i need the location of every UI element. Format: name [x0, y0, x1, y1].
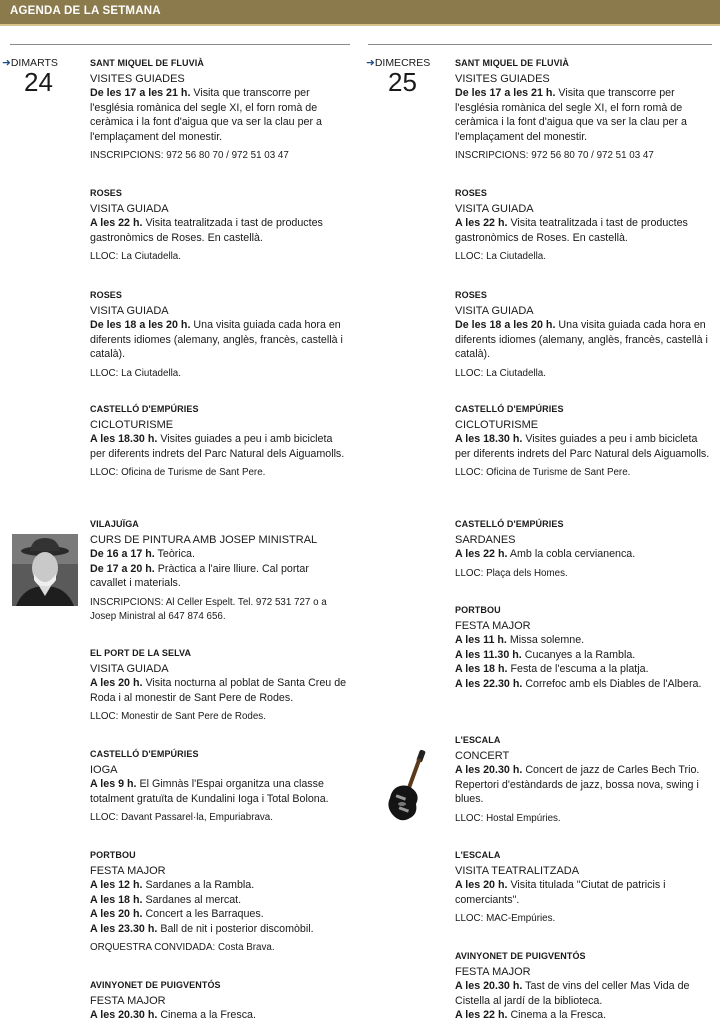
- event-info: [90, 710, 348, 725]
- event-schedule-line: [455, 318, 713, 362]
- event-description: El Gimnàs l'Espai organitza una classe totalment gratuïta de Kundalini Ioga i Total Bolona.: [90, 778, 329, 805]
- day-name-label: DIMARTS: [10, 57, 58, 69]
- event-info-label: LLOC:: [455, 251, 484, 262]
- event-info-text: La Ciutadella.: [486, 367, 546, 379]
- event-description: Una visita guiada cada hora en diferents idiomes (alemany, anglès, francès, castellà i català).: [455, 319, 708, 360]
- day-tuesday: [2, 57, 72, 101]
- event-info: [455, 250, 713, 265]
- event-town: CASTELLÓ D'EMPÚRIES: [90, 749, 199, 759]
- event-info: [90, 811, 348, 826]
- event-schedule-line: [90, 318, 348, 362]
- event-title: FESTA MAJOR: [455, 965, 531, 978]
- event-schedule-line: [455, 547, 713, 562]
- event-info-text: Oficina de Turisme de Sant Pere.: [486, 467, 631, 478]
- event-schedule-line: [455, 1008, 713, 1023]
- event-title: CICLOTURISME: [455, 418, 539, 431]
- event-town: L'ESCALA: [455, 735, 501, 745]
- event-info: [455, 367, 713, 382]
- event-schedule-line: [455, 633, 713, 648]
- event-item: [455, 949, 713, 1023]
- event-town: CASTELLÓ D'EMPÚRIES: [90, 404, 199, 414]
- event-title: VISITA GUIADA: [455, 304, 534, 317]
- event-title: CICLOTURISME: [90, 418, 174, 431]
- event-town: SANT MIQUEL DE FLUVIÀ: [455, 58, 569, 68]
- event-info-label: LLOC:: [90, 251, 119, 262]
- event-time: De les 17 a les 21 h.: [455, 87, 556, 99]
- day-wednesday: [366, 57, 440, 101]
- event-item: [455, 186, 713, 265]
- day-number: 25: [388, 67, 417, 97]
- event-item: [455, 402, 713, 481]
- event-description: Visita que transcorre per l'església romànica del segle XI, el forn romà de ceràmica i la font d'aigua que va ser la clau per a l'emplaçament del monestir.: [90, 87, 322, 143]
- event-info-text: Monestir de Sant Pere de Rodes.: [121, 711, 266, 722]
- event-title: VISITA GUIADA: [90, 304, 169, 317]
- event-title: VISITA GUIADA: [90, 202, 169, 215]
- event-time: De 17 a 20 h.: [90, 562, 155, 575]
- event-info-label: LLOC:: [455, 913, 484, 924]
- event-time: A les 20 h.: [90, 677, 143, 689]
- event-description: Cinema a la Fresca.: [160, 1009, 256, 1021]
- event-info-label: LLOC:: [455, 567, 484, 579]
- event-town: ROSES: [90, 188, 123, 198]
- event-description: Ball de nit i posterior discomòbil.: [160, 922, 314, 935]
- event-title: CONCERT: [455, 749, 510, 762]
- event-item: [90, 517, 348, 625]
- event-time: De 16 a 17 h.: [90, 548, 155, 560]
- event-description: Sardanes al mercat.: [145, 893, 242, 906]
- event-item: [455, 56, 713, 164]
- event-town: ROSES: [455, 188, 488, 198]
- event-schedule-line: [455, 662, 713, 677]
- event-schedule-line: [90, 878, 348, 893]
- event-description: Sardanes a la Rambla.: [145, 879, 255, 891]
- arrow-right-icon: ➜: [366, 57, 375, 69]
- event-town: ROSES: [90, 290, 123, 300]
- event-time: A les 11 h.: [455, 634, 507, 646]
- event-description: Missa solemne.: [509, 634, 585, 646]
- event-info-text: Oficina de Turisme de Sant Pere.: [121, 467, 266, 478]
- event-town: PORTBOU: [455, 605, 501, 615]
- event-description: Visita titulada "Ciutat de patricis i comerciants".: [455, 879, 666, 906]
- event-title: SARDANES: [455, 533, 516, 546]
- event-schedule-line: [90, 1008, 348, 1023]
- event-description: Concert de jazz de Carles Bech Trio. Repertori d'estàndards de jazz, bossa nova, swing i blues.: [455, 764, 700, 805]
- day-number: 24: [24, 67, 53, 97]
- event-time: A les 18 h.: [455, 663, 508, 675]
- event-schedule-line: [90, 777, 348, 806]
- event-info-label: LLOC:: [90, 467, 119, 478]
- event-schedule-line: [90, 432, 348, 461]
- event-time: A les 20.30 h.: [90, 1009, 158, 1021]
- event-item: [90, 402, 348, 481]
- event-title: VISITES GUIADES: [90, 72, 185, 85]
- event-info: [90, 596, 348, 625]
- event-item: [90, 186, 348, 265]
- event-schedule-line: [90, 86, 348, 144]
- event-item: [455, 517, 713, 581]
- event-schedule-line: [455, 648, 713, 663]
- painter-photo: [12, 534, 78, 606]
- event-town: L'ESCALA: [455, 850, 501, 860]
- event-info: [455, 912, 713, 927]
- event-description: Visita nocturna al poblat de Santa Creu de Roda i al monestir de Sant Pere de Rodes.: [90, 677, 347, 704]
- event-info-text: La Ciutadella.: [486, 251, 546, 262]
- event-schedule-line: [90, 547, 348, 562]
- event-description: Cucanyes a la Rambla.: [524, 648, 636, 661]
- event-time: A les 18 h.: [90, 893, 143, 906]
- event-info-text: Plaça dels Homes.: [486, 567, 568, 579]
- event-item: [455, 603, 713, 691]
- event-title: VISITA GUIADA: [90, 662, 169, 675]
- event-info-label: LLOC:: [455, 467, 484, 478]
- event-time: De les 17 a les 21 h.: [90, 87, 191, 99]
- event-schedule-line: [90, 907, 348, 922]
- event-info-label: INSCRIPCIONS:: [90, 150, 164, 161]
- event-schedule-line: [455, 432, 713, 461]
- event-info-text: Al Celler Espelt. Tel. 972 531 727 o a Josep Ministral al 647 874 656.: [90, 596, 327, 622]
- event-time: De les 18 a les 20 h.: [90, 319, 191, 331]
- event-description: Pràctica a l'aire lliure. Cal portar cavallet i materials.: [90, 562, 309, 589]
- event-info: [90, 367, 348, 382]
- event-info-label: LLOC:: [455, 812, 484, 824]
- event-item: [90, 848, 348, 956]
- event-schedule-line: [455, 979, 713, 1008]
- event-time: De les 18 a les 20 h.: [455, 319, 556, 331]
- event-time: A les 22 h.: [455, 1009, 508, 1021]
- event-title: FESTA MAJOR: [455, 619, 531, 632]
- event-description: Teòrica.: [157, 548, 195, 560]
- event-info-text: 972 56 80 70 / 972 51 03 47: [531, 150, 654, 161]
- event-info: [90, 466, 348, 481]
- event-info-label: LLOC:: [90, 367, 119, 379]
- event-time: A les 22 h.: [90, 217, 143, 229]
- event-description: Visites guiades a peu i amb bicicleta per diferents indrets del Parc Natural dels Aiguamolls.: [90, 433, 345, 460]
- event-schedule-line: [455, 216, 713, 245]
- event-time: A les 22.30 h.: [455, 677, 523, 690]
- event-item: [455, 848, 713, 927]
- event-description: Concert a les Barraques.: [145, 908, 264, 920]
- event-town: AVINYONET DE PUIGVENTÓS: [90, 980, 221, 990]
- event-schedule-line: [90, 562, 348, 591]
- event-title: VISITES GUIADES: [455, 72, 550, 85]
- event-info-label: LLOC:: [90, 812, 119, 823]
- event-description: Tast de vins del celler Mas Vida de Cistella al jardí de la biblioteca.: [455, 980, 690, 1007]
- event-info: [455, 567, 713, 582]
- event-time: A les 12 h.: [90, 879, 143, 891]
- event-info-text: Davant Passarel·la, Empuriabrava.: [121, 812, 273, 823]
- event-info: [90, 250, 348, 265]
- event-time: A les 18.30 h.: [90, 433, 158, 445]
- event-schedule-line: [90, 922, 348, 937]
- event-info-text: Hostal Empúries.: [486, 812, 561, 824]
- event-town: ROSES: [455, 290, 488, 300]
- event-item: [90, 288, 348, 381]
- event-item: [455, 288, 713, 381]
- event-title: FESTA MAJOR: [90, 994, 166, 1007]
- guitar-image: [382, 748, 432, 826]
- event-info-text: 972 56 80 70 / 972 51 03 47: [166, 150, 289, 161]
- event-title: FESTA MAJOR: [90, 864, 166, 877]
- event-info-text: La Ciutadella.: [121, 367, 181, 379]
- event-town: EL PORT DE LA SELVA: [90, 648, 192, 658]
- event-info-label: LLOC:: [455, 367, 484, 379]
- event-description: Festa de l'escuma a la platja.: [510, 663, 649, 675]
- event-item: [90, 56, 348, 164]
- event-description: Amb la cobla cervianenca.: [509, 548, 636, 560]
- event-title: VISITA GUIADA: [455, 202, 534, 215]
- event-time: A les 18.30 h.: [455, 433, 523, 445]
- event-info: [455, 812, 713, 827]
- event-town: SANT MIQUEL DE FLUVIÀ: [90, 58, 204, 68]
- event-schedule-line: [455, 763, 713, 807]
- event-time: A les 22 h.: [455, 217, 508, 229]
- event-info: [90, 149, 348, 164]
- event-description: Visita teatralitzada i tast de productes gastronòmics de Roses. En castellà.: [90, 217, 323, 244]
- day-name-label: DIMECRES: [374, 57, 431, 69]
- event-description: Una visita guiada cada hora en diferents idiomes (alemany, anglès, francès, castellà i català).: [90, 319, 343, 360]
- event-town: AVINYONET DE PUIGVENTÓS: [455, 951, 586, 961]
- event-info: [455, 466, 713, 481]
- section-header: [0, 0, 720, 26]
- column-divider-left: [10, 44, 350, 45]
- event-info-text: La Ciutadella.: [121, 251, 181, 262]
- event-town: CASTELLÓ D'EMPÚRIES: [455, 404, 564, 414]
- event-time: A les 20 h.: [455, 879, 508, 891]
- event-info-label: INSCRIPCIONS:: [455, 150, 529, 161]
- event-town: CASTELLÓ D'EMPÚRIES: [455, 519, 564, 529]
- event-time: A les 22 h.: [455, 548, 508, 560]
- event-info-text: Costa Brava.: [217, 942, 275, 953]
- event-town: PORTBOU: [90, 850, 136, 860]
- event-info-text: MAC-Empúries.: [486, 913, 556, 924]
- event-info: [455, 149, 713, 164]
- event-description: Visita que transcorre per l'església romànica del segle XI, el forn romà de ceràmica i la font d'aigua que va ser la clau per a l'emplaçament del monestir.: [455, 87, 687, 143]
- event-info: [90, 941, 348, 956]
- event-time: A les 23.30 h.: [90, 922, 158, 935]
- event-time: A les 20.30 h.: [455, 980, 523, 992]
- event-description: Correfoc amb els Diables de l'Albera.: [525, 677, 702, 690]
- section-title: AGENDA DE LA SETMANA: [10, 5, 161, 17]
- event-info-label: LLOC:: [90, 711, 119, 722]
- event-title: CURS DE PINTURA AMB JOSEP MINISTRAL: [90, 533, 318, 546]
- event-schedule-line: [90, 676, 348, 705]
- event-town: VILAJUÏGA: [90, 519, 139, 529]
- event-info-label: ORQUESTRA CONVIDADA:: [90, 942, 216, 953]
- event-schedule-line: [455, 86, 713, 144]
- event-title: IOGA: [90, 763, 118, 776]
- event-item: [90, 747, 348, 826]
- event-title: VISITA TEATRALITZADA: [455, 864, 580, 877]
- column-divider-right: [368, 44, 712, 45]
- event-description: Cinema a la Fresca.: [510, 1009, 607, 1021]
- event-time: A les 9 h.: [90, 778, 137, 790]
- event-schedule-line: [455, 878, 713, 907]
- event-schedule-line: [90, 893, 348, 908]
- event-time: A les 11.30 h.: [455, 648, 522, 661]
- event-info-label: INSCRIPCIONS:: [90, 596, 164, 608]
- arrow-right-icon: ➜: [2, 57, 11, 69]
- event-item: [90, 978, 348, 1023]
- event-schedule-line: [455, 677, 713, 692]
- event-time: A les 20.30 h.: [455, 764, 523, 776]
- event-description: Visita teatralitzada i tast de productes gastronòmics de Roses. En castellà.: [455, 217, 688, 244]
- event-time: A les 20 h.: [90, 908, 143, 920]
- event-schedule-line: [90, 216, 348, 245]
- event-item: [455, 733, 713, 826]
- event-item: [90, 646, 348, 725]
- event-description: Visites guiades a peu i amb bicicleta per diferents indrets del Parc Natural dels Aiguamolls.: [455, 433, 710, 460]
